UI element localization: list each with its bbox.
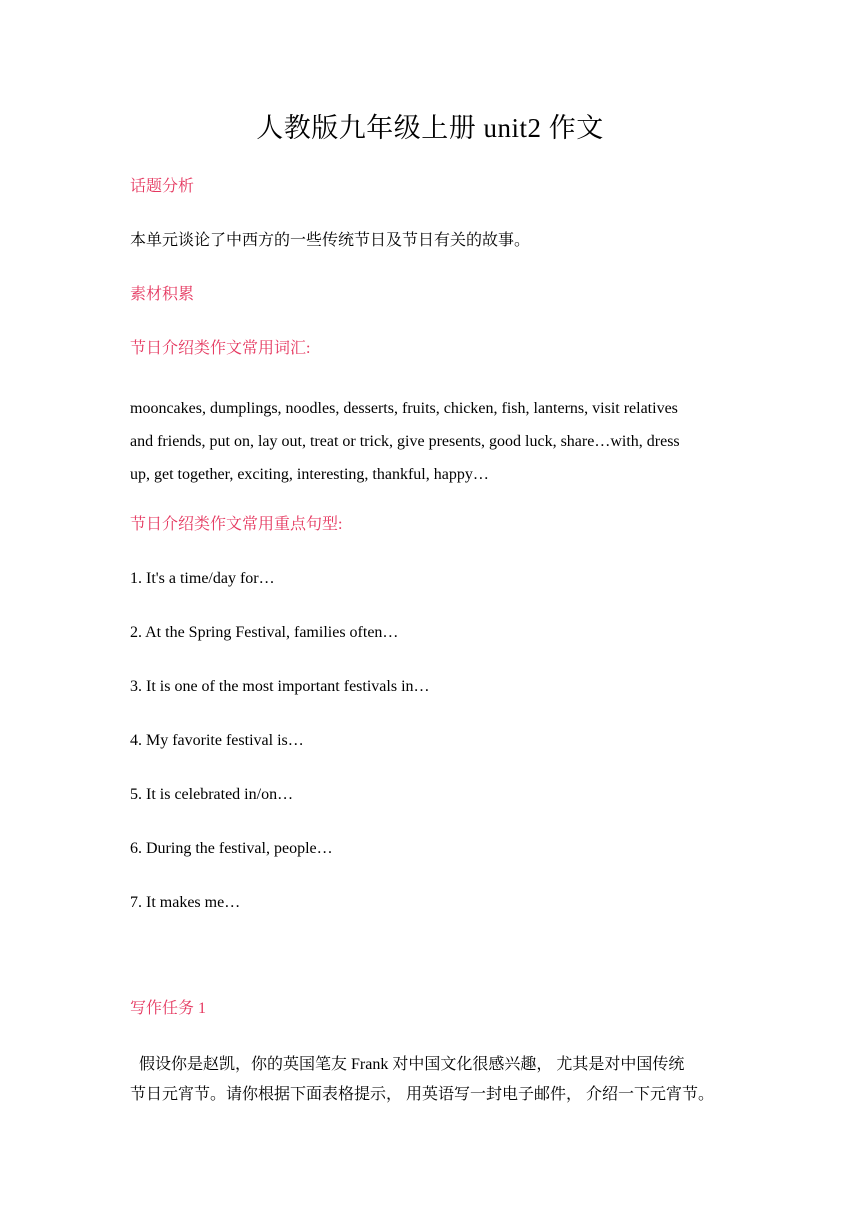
heading-materials: 素材积累 xyxy=(130,286,195,303)
vocabulary-line: and friends, put on, lay out, treat or trick, give presents, good luck, share…with, dress xyxy=(130,433,680,450)
topic-analysis-text: 本单元谈论了中西方的一些传统节日及节日有关的故事。 xyxy=(130,232,531,249)
heading-sentence-patterns: 节日介绍类作文常用重点句型: xyxy=(130,516,343,533)
sentence-item: 1. It's a time/day for… xyxy=(130,570,275,587)
sentence-item: 6. During the festival, people… xyxy=(130,840,333,857)
sentence-item: 5. It is celebrated in/on… xyxy=(130,786,294,803)
vocabulary-paragraph xyxy=(130,392,680,491)
heading-writing-task: 写作任务 1 xyxy=(130,1000,207,1017)
vocabulary-line: mooncakes, dumplings, noodles, desserts, fruits, chicken, fish, lanterns, visit relatives xyxy=(130,400,678,417)
task-line: 节日元宵节。请你根据下面表格提示， 用英语写一封电子邮件， 介绍一下元宵节。 xyxy=(130,1086,715,1103)
sentence-item: 4. My favorite festival is… xyxy=(130,732,304,749)
vocabulary-line: up, get together, exciting, interesting, thankful, happy… xyxy=(130,466,489,483)
writing-task-paragraph xyxy=(130,1050,714,1110)
sentence-item: 7. It makes me… xyxy=(130,894,241,911)
sentence-item: 2. At the Spring Festival, families often… xyxy=(130,624,399,641)
heading-vocabulary: 节日介绍类作文常用词汇: xyxy=(130,340,311,357)
document-title: 人教版九年级上册 unit2 作文 xyxy=(256,113,604,143)
sentence-item: 3. It is one of the most important festivals in… xyxy=(130,678,430,695)
heading-topic-analysis: 话题分析 xyxy=(130,178,195,195)
task-line: 假设你是赵凯，你的英国笔友 Frank 对中国文化很感兴趣， 尤其是对中国传统 xyxy=(139,1056,685,1073)
